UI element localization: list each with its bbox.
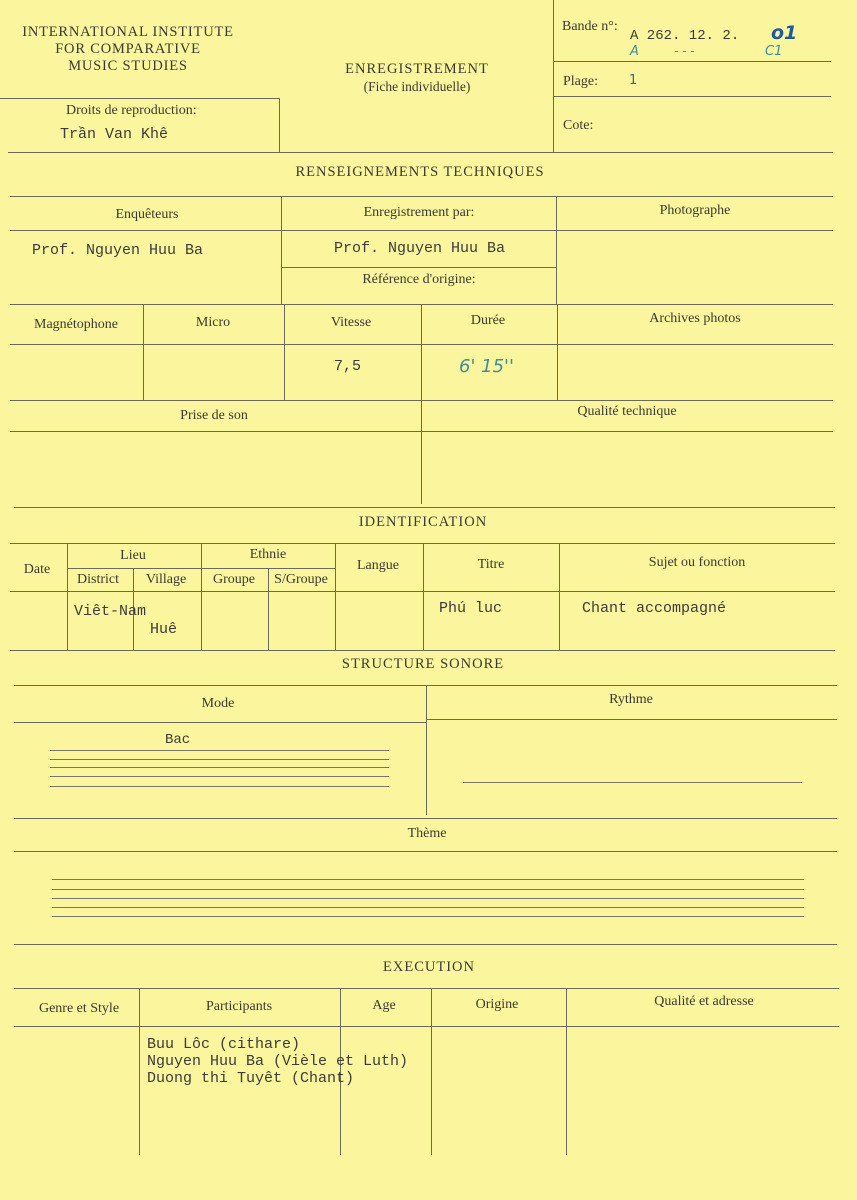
id-col-groupe — [268, 568, 269, 650]
mode-line-5 — [50, 786, 389, 787]
enregistrement-value: Prof. Nguyen Huu Ba — [334, 240, 506, 257]
tech-row2-col-1 — [143, 304, 144, 400]
bande-hand-a: A — [630, 44, 639, 59]
duree-label: Durée — [470, 313, 506, 328]
execution-top-rule — [14, 988, 839, 989]
institute-line-1: INTERNATIONAL INSTITUTE — [22, 24, 234, 40]
techniques-col-1 — [281, 196, 282, 304]
plage-value: 1 — [629, 73, 638, 88]
tech-row2-col-3 — [421, 304, 422, 400]
rythme-label: Rythme — [609, 692, 653, 707]
photographe-label: Photographe — [659, 203, 731, 218]
identification-label-rule — [10, 591, 835, 592]
theme-label-rule — [14, 851, 837, 852]
reference-label: Référence d'origine: — [362, 272, 476, 287]
theme-line-1 — [52, 879, 804, 880]
document-subtitle: (Fiche individuelle) — [363, 79, 471, 94]
institute-line-3: MUSIC STUDIES — [68, 58, 188, 74]
tech-row2-col-4 — [557, 304, 558, 400]
bande-suffix: o1 — [771, 22, 798, 44]
magnetophone-label: Magnétophone — [34, 317, 118, 332]
prise-qualite-divider — [421, 400, 422, 504]
exec-col-4 — [566, 988, 567, 1155]
ethnie-label: Ethnie — [249, 547, 287, 562]
id-col-date — [67, 543, 68, 650]
enqueteurs-value: Prof. Nguyen Huu Ba — [32, 242, 204, 259]
tech-row2-label-rule — [10, 344, 833, 345]
mode-line-2 — [50, 759, 389, 760]
theme-label: Thème — [407, 826, 447, 841]
structure-heading: STRUCTURE SONORE — [341, 656, 505, 672]
participant-2: Nguyen Huu Ba (Vièle et Luth) — [147, 1053, 409, 1070]
rythme-label-rule — [426, 719, 837, 720]
header-bottom-rule — [8, 152, 833, 153]
plage-rule — [553, 96, 831, 97]
mode-line-1 — [50, 750, 389, 751]
vitesse-label: Vitesse — [330, 315, 372, 330]
sgroupe-label: S/Groupe — [274, 572, 328, 587]
droits-value: Trần Van Khê — [60, 126, 169, 143]
vitesse-value: 7,5 — [334, 358, 362, 375]
theme-line-3 — [52, 898, 804, 899]
id-col-langue — [423, 543, 424, 650]
techniques-heading: RENSEIGNEMENTS TECHNIQUES — [295, 164, 545, 180]
groupe-label: Groupe — [213, 572, 255, 587]
identification-heading: IDENTIFICATION — [358, 514, 488, 530]
titre-label: Titre — [477, 557, 505, 572]
institute-line-2: FOR COMPARATIVE — [55, 41, 201, 57]
header-rule-left — [0, 98, 279, 99]
structure-mid-rule — [14, 818, 837, 819]
cote-label: Cote: — [563, 118, 594, 133]
village-label: Village — [145, 572, 187, 587]
sujet-value: Chant accompagné — [582, 600, 727, 617]
origine-label: Origine — [475, 997, 519, 1012]
document-title: ENREGISTREMENT — [345, 61, 489, 77]
execution-heading: EXECUTION — [383, 959, 475, 975]
mode-line-3 — [50, 767, 389, 768]
bande-rule — [553, 61, 831, 62]
bande-hand-dashes: - - - — [674, 44, 695, 58]
bande-label: Bande n°: — [562, 19, 618, 34]
theme-line-4 — [52, 907, 804, 908]
mode-label: Mode — [201, 696, 235, 711]
date-label: Date — [23, 562, 51, 577]
mode-value: Bac — [165, 732, 191, 748]
tech-row2-col-2 — [284, 304, 285, 400]
genre-label: Genre et Style — [38, 1001, 120, 1016]
district-label: District — [77, 572, 119, 587]
micro-label: Micro — [195, 315, 231, 330]
bande-hand-c1: C1 — [765, 44, 783, 59]
mode-rythme-divider — [426, 685, 427, 815]
structure-bottom-rule — [14, 944, 837, 945]
prise-label: Prise de son — [180, 408, 248, 423]
reference-rule — [281, 267, 556, 268]
identification-top-rule — [14, 507, 835, 508]
archives-label: Archives photos — [649, 311, 741, 326]
prise-label-rule — [10, 431, 833, 432]
enqueteurs-label: Enquêteurs — [115, 207, 179, 222]
header-divider — [553, 0, 554, 152]
execution-label-rule — [14, 1026, 839, 1027]
institute-name — [4, 24, 252, 75]
qualite-adresse-label: Qualité et adresse — [654, 994, 754, 1009]
plage-label: Plage: — [563, 74, 598, 89]
mode-label-rule — [14, 722, 426, 723]
langue-label: Langue — [357, 558, 399, 573]
village-value: Huê — [150, 621, 178, 638]
theme-line-2 — [52, 889, 804, 890]
bande-value: A 262. 12. 2. — [630, 28, 740, 44]
exec-col-3 — [431, 988, 432, 1155]
mode-line-4 — [50, 776, 389, 777]
id-col-lieu — [201, 543, 202, 650]
age-label: Age — [372, 998, 396, 1013]
participants-label: Participants — [205, 999, 273, 1014]
identification-bottom-rule — [10, 650, 835, 651]
sujet-label: Sujet ou fonction — [648, 555, 746, 570]
techniques-label-rule — [10, 230, 833, 231]
lieu-label: Lieu — [120, 548, 146, 563]
rythme-line — [463, 782, 802, 783]
duree-value: 6' 15'' — [459, 356, 514, 377]
district-value: Viêt-Nam — [74, 603, 147, 620]
qualite-technique-label: Qualité technique — [577, 404, 677, 419]
droits-label: Droits de reproduction: — [66, 103, 197, 118]
exec-col-1 — [139, 988, 140, 1155]
techniques-col-2 — [556, 196, 557, 304]
techniques-top-rule — [10, 196, 833, 197]
droits-box-right — [279, 98, 280, 152]
enregistrement-label: Enregistrement par: — [363, 205, 475, 220]
id-col-ethnie — [335, 543, 336, 650]
participant-3: Duong thi Tuyêt (Chant) — [147, 1070, 355, 1087]
titre-value: Phú luc — [439, 600, 503, 617]
theme-line-5 — [52, 916, 804, 917]
id-col-titre — [559, 543, 560, 650]
participant-1: Buu Lôc (cithare) — [147, 1036, 301, 1053]
